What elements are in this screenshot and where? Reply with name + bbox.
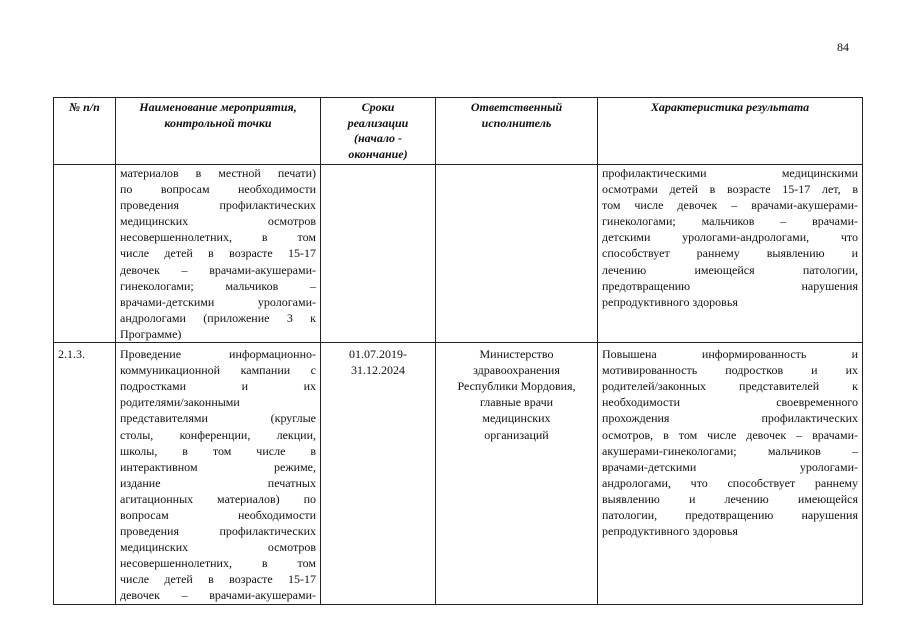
- header-result: Характеристика результата: [598, 98, 863, 165]
- row2-result: Повышена информированность и мотивированность подростков и их родителей/законных представителей к необходимости своевременного прохождения профилактических осмотров, в том числе девочек – врачами- акушерами-гинекологами; мальчиков – врачами-детскими урологами- андрологами, что способствует раннему выявлению и лечению имеющейся патологии, предотвращению нарушения репродуктивного здоровья: [598, 343, 863, 605]
- header-name: Наименование мероприятия, контрольной точки: [116, 98, 321, 165]
- table-header-row: [54, 98, 863, 165]
- header-responsible: Ответственный исполнитель: [436, 98, 598, 165]
- header-num: № п/п: [54, 98, 116, 165]
- activities-table: [53, 97, 863, 605]
- row2-responsible: Министерство здравоохранения Республики Мордовия, главные врачи медицинских организаций: [436, 343, 598, 605]
- row1-dates: [321, 165, 436, 343]
- header-dates: Сроки реализации (начало - окончание): [321, 98, 436, 165]
- row1-result: профилактическими медицинскими осмотрами детей в возрасте 15-17 лет, в том числе девочек – врачами-акушерами- гинекологами; мальчиков – врачами- детскими урологами-андрологами, что способствует раннему выявлению и лечению имеющейся патологии, предотвращению нарушения репродуктивного здоровья: [598, 165, 863, 343]
- row1-responsible: [436, 165, 598, 343]
- row1-num: [54, 165, 116, 343]
- row1-name: материалов в местной печати) по вопросам необходимости проведения профилактических медицинских осмотров несовершеннолетних, в том числе детей в возрасте 15-17 девочек – врачами-акушерами- гинекологами; мальчиков – врачами-детскими урологами- андрологами (приложение 3 к Программе): [116, 165, 321, 343]
- table-row: [54, 165, 863, 343]
- table-row: [54, 343, 863, 605]
- row2-dates: 01.07.2019- 31.12.2024: [321, 343, 436, 605]
- page-number: 84: [837, 40, 849, 54]
- row2-name: Проведение информационно- коммуникационной кампании с подростками и их родителями/законными представителями (круглые столы, конференции, лекции, школы, в том числе в интерактивном режиме, издание печатных агитационных материалов) по вопросам необходимости проведения профилактических медицинских осмотров несовершеннолетних, в том числе детей в возрасте 15-17 девочек – врачами-акушерами-: [116, 343, 321, 605]
- row2-num: 2.1.3.: [54, 343, 116, 605]
